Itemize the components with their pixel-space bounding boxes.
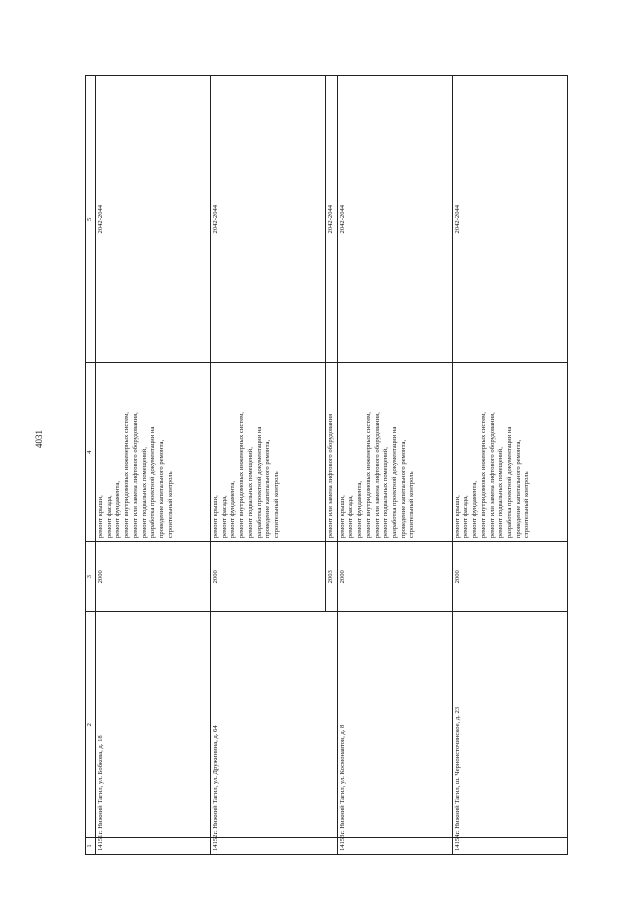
work-item: разработка проектной документации на — [505, 426, 513, 539]
work-item: ремонт или замена лифтового оборудования, — [373, 412, 381, 539]
subrow-works — [326, 363, 338, 542]
row-address: г. Нижний Тагил, ул. Космонавтов, д. 8 — [337, 612, 452, 838]
row-year: 2000 — [337, 542, 452, 612]
work-item: разработка проектной документации на — [149, 426, 157, 539]
table-row — [211, 76, 326, 855]
row-works — [211, 363, 326, 542]
row-address: г. Нижний Тагил, ш. Черноисточинское, д. 23 — [452, 612, 567, 838]
work-item: ремонт внутридомовых инженерных систем, — [364, 412, 372, 539]
work-item: строительный контроль — [523, 471, 531, 539]
row-address: г. Нижний Тагил, ул. Бобкова, д. 18 — [96, 612, 211, 838]
table-row — [96, 76, 211, 855]
work-item: проведение капитального ремонта, — [514, 439, 522, 539]
work-item: ремонт фундамента, — [356, 481, 364, 539]
work-item: ремонт фундамента, — [471, 481, 479, 539]
work-item: ремонт внутридомовых инженерных систем, — [479, 412, 487, 539]
work-item: ремонт крыши, — [97, 495, 104, 539]
row-works — [337, 363, 452, 542]
work-item: ремонт подвальных помещений, — [382, 447, 390, 539]
row-year: 2000 — [211, 542, 326, 612]
page-number: 4031 — [34, 430, 44, 448]
work-item: разработка проектной документации на — [390, 426, 398, 539]
header-col-1: 1 — [86, 837, 96, 854]
header-col-5: 5 — [86, 76, 96, 363]
work-item: ремонт или замена лифтового оборудования, — [488, 412, 496, 539]
work-item: ремонт подвальных помещений, — [246, 447, 254, 539]
row-period: 2042-2044 — [452, 76, 567, 363]
row-number: 14154. — [452, 837, 567, 854]
work-item: строительный контроль — [272, 471, 280, 539]
row-address: г. Нижний Тагил, ул. Дружинина, д. 64 — [211, 612, 338, 838]
rotated-table-container — [85, 75, 589, 855]
subrow-year: 2003 — [326, 542, 338, 612]
row-period: 2042-2044 — [337, 76, 452, 363]
work-item: ремонт фундамента, — [114, 481, 122, 539]
work-item: ремонт или замена лифтового оборудования — [327, 413, 334, 539]
row-number: 14152. — [211, 837, 338, 854]
row-period: 2042-2044 — [211, 76, 326, 363]
work-item: проведение капитального ремонта, — [264, 439, 272, 539]
work-item: ремонт фасада, — [462, 495, 470, 539]
work-item: ремонт фасада, — [347, 495, 355, 539]
row-works — [452, 363, 567, 542]
table-row — [337, 76, 452, 855]
work-item: строительный контроль — [166, 471, 174, 539]
row-works — [96, 363, 211, 542]
row-year: 2000 — [96, 542, 211, 612]
header-col-4: 4 — [86, 363, 96, 542]
work-item: ремонт внутридомовых инженерных систем, — [123, 412, 131, 539]
work-item: ремонт подвальных помещений, — [497, 447, 505, 539]
work-item: проведение капитального ремонта, — [157, 439, 165, 539]
row-period: 2042-2044 — [96, 76, 211, 363]
work-item: ремонт подвальных помещений, — [140, 447, 148, 539]
repair-schedule-table — [85, 75, 568, 855]
work-item: разработка проектной документации на — [255, 426, 263, 539]
work-item: ремонт фасада, — [220, 495, 228, 539]
header-col-3: 3 — [86, 542, 96, 612]
work-item: ремонт фундамента, — [229, 481, 237, 539]
work-item: ремонт или замена лифтового оборудования, — [131, 412, 139, 539]
work-item: ремонт внутридомовых инженерных систем, — [238, 412, 246, 539]
work-item: ремонт крыши, — [338, 495, 346, 539]
work-item: строительный контроль — [408, 471, 416, 539]
header-row — [86, 76, 96, 855]
work-item: проведение капитального ремонта, — [399, 439, 407, 539]
work-item: ремонт крыши, — [453, 495, 461, 539]
row-number: 14153. — [337, 837, 452, 854]
work-item: ремонт фасада, — [105, 495, 113, 539]
row-number: 14151. — [96, 837, 211, 854]
work-item: ремонт крыши, — [212, 495, 219, 539]
table-row — [452, 76, 567, 855]
header-col-2: 2 — [86, 612, 96, 838]
subrow-period: 2042-2044 — [326, 76, 338, 363]
row-year: 2000 — [452, 542, 567, 612]
